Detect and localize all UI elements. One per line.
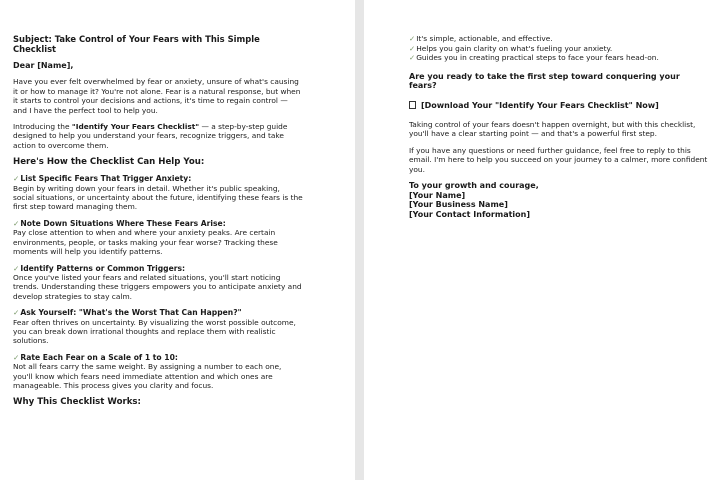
- check-icon: ✓: [13, 308, 20, 318]
- bullet-text: Guides you in creating practical steps to face your fears head-on.: [416, 53, 659, 63]
- intro-text-c: — a step-by-step guide designed to help you understand your fears, recognize triggers, and take action to overcome them.: [13, 122, 288, 150]
- intro-checklist-paragraph: [13, 122, 303, 150]
- item-title: Rate Each Fear on a Scale of 1 to 10:: [20, 352, 178, 362]
- greeting: Dear [Name],: [13, 61, 74, 70]
- benefit-bullet: [409, 44, 709, 54]
- item-body: Fear often thrives on uncertainty. By visualizing the worst possible outcome, you can break down irrational thoughts and replace them with realistic solutions.: [13, 317, 296, 346]
- heading-why-it-works: Why This Checklist Works:: [13, 397, 141, 408]
- page-gap: [355, 0, 364, 480]
- item-body: Begin by writing down your fears in detail. Whether it's public speaking, social situations, or uncertainty about the future, identifying these fears is the first step toward managing them.: [13, 183, 303, 212]
- closing-paragraph: Taking control of your fears doesn't happen overnight, but with this checklist, you'll have a clear starting point — and that's a powerful first step.: [409, 120, 696, 139]
- intro-paragraph: Have you ever felt overwhelmed by fear or anxiety, unsure of what's causing it or how to manage it? You're not alone. Fear is a natural response, but when it starts to control your decisions and actions, it's time to regain control — and I have the perfect tool to help you.: [13, 77, 301, 115]
- check-icon: ✓: [13, 218, 20, 228]
- signoff: To your growth and courage,: [409, 181, 539, 191]
- checklist-item: [13, 219, 303, 257]
- check-icon: ✓: [13, 352, 20, 362]
- item-title: Ask Yourself: "What's the Worst That Can Happen?": [20, 308, 242, 318]
- check-icon: ✓: [409, 34, 416, 43]
- item-title: Note Down Situations Where These Fears Arise:: [20, 218, 226, 228]
- checklist-item: [13, 353, 303, 391]
- item-body: Once you've listed your fears and related situations, you'll start noticing trends. Understanding these triggers empowers you to anticipate anxiety and develop strategies to stay calm.: [13, 272, 302, 301]
- check-icon: ✓: [13, 263, 20, 273]
- support-paragraph: If you have any questions or need further guidance, feel free to reply to this email. I'm here to help you succeed on your journey to a calmer, more confident you.: [409, 145, 708, 174]
- checklist-name: "Identify Your Fears Checklist": [71, 122, 200, 132]
- benefit-bullet: [409, 34, 709, 44]
- email-subject: Subject: Take Control of Your Fears with This Simple Checklist: [13, 34, 260, 54]
- item-body: Pay close attention to when and where your anxiety peaks. Are certain environments, people, or tasks making your fear worse? Tracking these moments will help you identify patterns.: [13, 228, 278, 257]
- check-icon: ✓: [409, 53, 416, 63]
- item-title: Identify Patterns or Common Triggers:: [20, 263, 186, 273]
- signature-name: [Your Name]: [409, 190, 466, 200]
- checklist-item: [13, 174, 303, 212]
- page-left-content: [13, 34, 303, 414]
- signature-contact: [Your Contact Information]: [409, 209, 531, 219]
- document-page-right: [364, 0, 720, 480]
- signature-business: [Your Business Name]: [409, 200, 508, 210]
- checkbox-icon: [409, 101, 416, 109]
- bullet-text: Helps you gain clarity on what's fueling your anxiety.: [416, 43, 613, 53]
- call-to-action-question: Are you ready to take the first step toward conquering your fears?: [409, 71, 680, 91]
- heading-how-it-helps: Here's How the Checklist Can Help You:: [13, 157, 205, 168]
- download-link-line[interactable]: [409, 101, 709, 110]
- download-link[interactable]: [Download Your "Identify Your Fears Checklist" Now]: [421, 100, 659, 110]
- benefit-bullet: [409, 53, 709, 63]
- item-body: Not all fears carry the same weight. By assigning a number to each one, you'll know which fears need immediate attention and which ones are manageable. This process gives you clarity and focus.: [13, 362, 282, 390]
- document-page-left: [0, 0, 355, 480]
- intro-text-a: Introducing the: [13, 122, 72, 132]
- checklist-item: [13, 264, 303, 302]
- check-icon: ✓: [409, 43, 416, 53]
- page-right-content: [409, 34, 709, 219]
- bullet-text: It's simple, actionable, and effective.: [416, 34, 553, 43]
- item-title: List Specific Fears That Trigger Anxiety:: [20, 174, 192, 184]
- check-icon: ✓: [13, 174, 20, 184]
- checklist-item: [13, 308, 303, 346]
